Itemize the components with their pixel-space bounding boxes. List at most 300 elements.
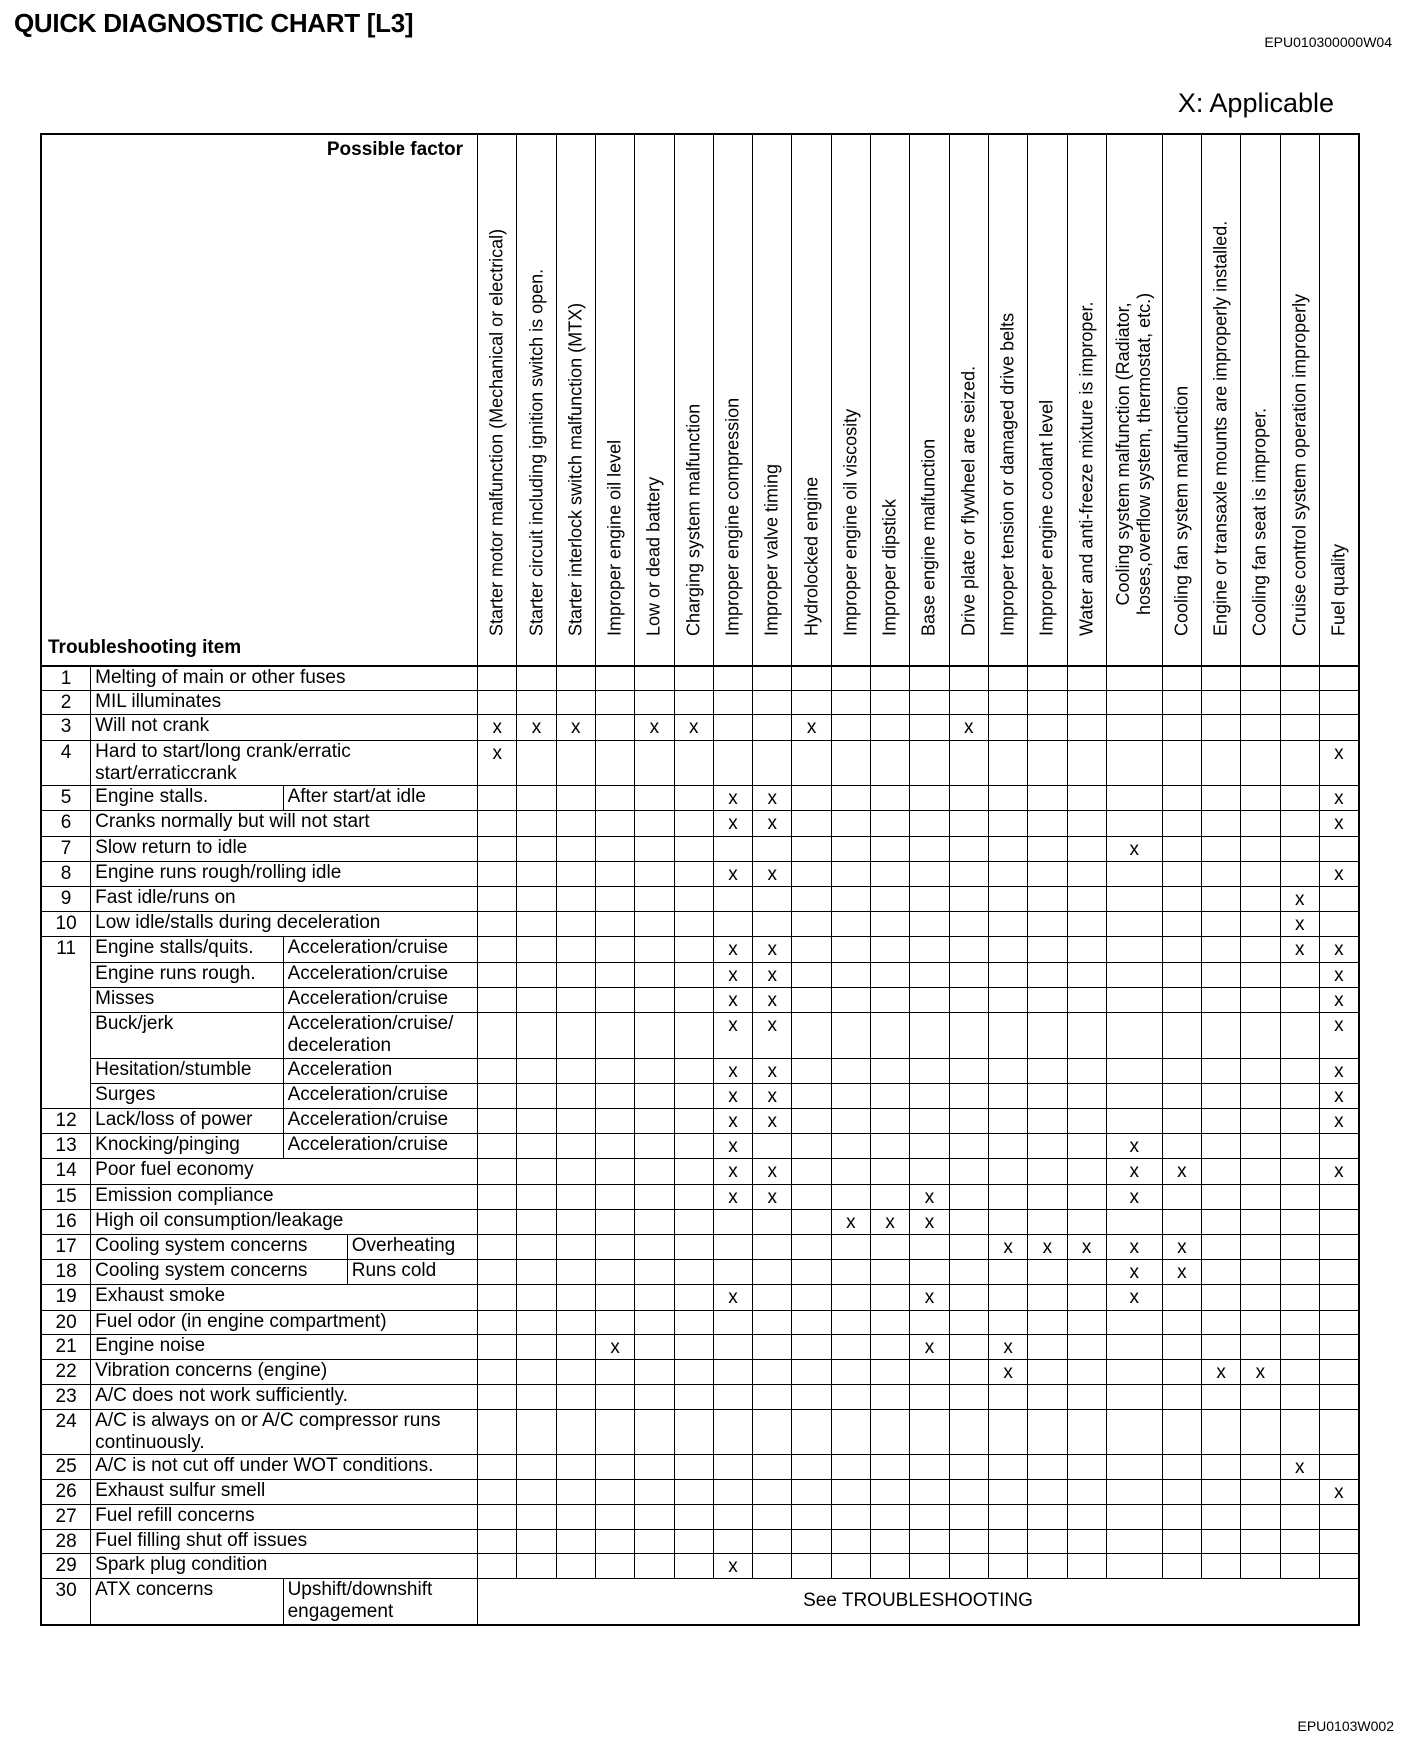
empty-cell [1162, 1553, 1201, 1578]
empty-cell [792, 937, 831, 962]
empty-cell [674, 786, 713, 811]
empty-cell [949, 987, 988, 1012]
empty-cell [556, 1529, 595, 1553]
empty-cell [1067, 1409, 1106, 1454]
empty-cell [635, 1385, 674, 1409]
row-number: 26 [41, 1480, 91, 1505]
troubleshooting-item: Spark plug condition [91, 1553, 478, 1578]
empty-cell [478, 811, 517, 836]
empty-cell [713, 1334, 752, 1359]
empty-cell [556, 1013, 595, 1058]
empty-cell [1067, 912, 1106, 937]
row-number: 24 [41, 1409, 91, 1454]
factor-label [997, 313, 1018, 636]
empty-cell [1201, 1083, 1240, 1108]
empty-cell [517, 1310, 556, 1334]
factor-label-line: hoses,overflow system, thermostat, etc.) [1134, 292, 1155, 615]
empty-cell [1241, 1209, 1280, 1234]
empty-cell [517, 1360, 556, 1385]
applicable-mark: x [713, 786, 752, 811]
empty-cell [949, 1235, 988, 1260]
empty-cell [949, 1310, 988, 1334]
empty-cell [831, 836, 870, 861]
troubleshooting-item: Buck/jerk [91, 1013, 283, 1058]
empty-cell [1067, 1260, 1106, 1285]
empty-cell [753, 1480, 792, 1505]
empty-cell [595, 1505, 634, 1529]
empty-cell [517, 1058, 556, 1083]
factor-label-line: Cruise control system operation improperly [1289, 293, 1310, 636]
table-row [41, 1505, 1359, 1529]
empty-cell [1319, 1310, 1359, 1334]
empty-cell [517, 1184, 556, 1209]
empty-cell [1106, 886, 1162, 911]
empty-cell [478, 1058, 517, 1083]
factor-column-header [871, 134, 910, 666]
empty-cell [1106, 1529, 1162, 1553]
empty-cell [478, 962, 517, 987]
empty-cell [871, 715, 910, 740]
empty-cell [1201, 740, 1240, 785]
empty-cell [871, 1310, 910, 1334]
empty-cell [1280, 1409, 1319, 1454]
empty-cell [753, 1529, 792, 1553]
empty-cell [674, 1108, 713, 1133]
empty-cell [517, 1455, 556, 1480]
factor-label-line: Hydrolocked engine [800, 476, 821, 636]
empty-cell [1028, 1505, 1067, 1529]
empty-cell [871, 666, 910, 691]
empty-cell [1162, 912, 1201, 937]
empty-cell [792, 1260, 831, 1285]
empty-cell [910, 1480, 949, 1505]
empty-cell [556, 1134, 595, 1159]
empty-cell [674, 1209, 713, 1234]
empty-cell [871, 786, 910, 811]
empty-cell [1162, 886, 1201, 911]
factor-label [801, 477, 822, 636]
empty-cell [635, 691, 674, 715]
item-condition: Acceleration/cruise [283, 937, 477, 962]
empty-cell [1067, 1159, 1106, 1184]
empty-cell [556, 1184, 595, 1209]
empty-cell [910, 937, 949, 962]
table-row [41, 1455, 1359, 1480]
empty-cell [478, 1285, 517, 1310]
empty-cell [595, 1285, 634, 1310]
empty-cell [792, 1455, 831, 1480]
empty-cell [1280, 1058, 1319, 1083]
empty-cell [1106, 962, 1162, 987]
empty-cell [753, 1209, 792, 1234]
troubleshooting-item: Fuel filling shut off issues [91, 1529, 478, 1553]
empty-cell [1106, 1455, 1162, 1480]
row-number: 22 [41, 1360, 91, 1385]
row-number: 3 [41, 715, 91, 740]
empty-cell [478, 987, 517, 1012]
empty-cell [595, 937, 634, 962]
empty-cell [1162, 1184, 1201, 1209]
empty-cell [792, 1083, 831, 1108]
empty-cell [910, 786, 949, 811]
empty-cell [595, 1409, 634, 1454]
empty-cell [1241, 1480, 1280, 1505]
empty-cell [910, 1159, 949, 1184]
empty-cell [1067, 811, 1106, 836]
empty-cell [1201, 1385, 1240, 1409]
empty-cell [792, 1058, 831, 1083]
factor-label-line: Cooling fan system malfunction [1171, 385, 1192, 636]
empty-cell [635, 1108, 674, 1133]
empty-cell [1106, 666, 1162, 691]
empty-cell [910, 1260, 949, 1285]
empty-cell [910, 1553, 949, 1578]
empty-cell [1028, 666, 1067, 691]
empty-cell [1067, 1013, 1106, 1058]
empty-cell [1028, 1385, 1067, 1409]
applicable-mark: x [713, 987, 752, 1012]
empty-cell [674, 1134, 713, 1159]
troubleshooting-item: A/C does not work sufficiently. [91, 1385, 478, 1409]
empty-cell [792, 1285, 831, 1310]
empty-cell [871, 1159, 910, 1184]
empty-cell [556, 886, 595, 911]
empty-cell [1106, 1108, 1162, 1133]
factor-column-header [1028, 134, 1067, 666]
table-row [41, 1184, 1359, 1209]
empty-cell [478, 1529, 517, 1553]
empty-cell [635, 886, 674, 911]
empty-cell [1067, 1455, 1106, 1480]
empty-cell [556, 1083, 595, 1108]
empty-cell [1201, 715, 1240, 740]
troubleshooting-item: Exhaust smoke [91, 1285, 478, 1310]
factor-column-header [595, 134, 634, 666]
applicable-mark: x [713, 937, 752, 962]
factor-label [1289, 294, 1310, 636]
empty-cell [988, 861, 1027, 886]
document-code-top: EPU010300000W04 [1264, 34, 1392, 50]
empty-cell [831, 937, 870, 962]
empty-cell [949, 1553, 988, 1578]
empty-cell [753, 886, 792, 911]
empty-cell [517, 740, 556, 785]
empty-cell [556, 740, 595, 785]
empty-cell [635, 836, 674, 861]
empty-cell [1162, 1310, 1201, 1334]
troubleshooting-item: Engine runs rough. [91, 962, 283, 987]
empty-cell [1067, 962, 1106, 987]
empty-cell [674, 1409, 713, 1454]
empty-cell [831, 715, 870, 740]
table-row [41, 1310, 1359, 1334]
row-number: 14 [41, 1159, 91, 1184]
empty-cell [1241, 987, 1280, 1012]
empty-cell [1162, 1529, 1201, 1553]
empty-cell [988, 912, 1027, 937]
empty-cell [910, 1134, 949, 1159]
empty-cell [988, 740, 1027, 785]
applicable-mark: x [831, 1209, 870, 1234]
empty-cell [1201, 1209, 1240, 1234]
troubleshooting-item: Melting of main or other fuses [91, 666, 478, 691]
empty-cell [1067, 861, 1106, 886]
empty-cell [871, 1334, 910, 1359]
empty-cell [988, 715, 1027, 740]
factor-column-header [635, 134, 674, 666]
table-row [41, 811, 1359, 836]
empty-cell [831, 1134, 870, 1159]
empty-cell [1162, 1209, 1201, 1234]
applicable-mark: x [753, 1108, 792, 1133]
empty-cell [1067, 1209, 1106, 1234]
empty-cell [1319, 1235, 1359, 1260]
empty-cell [831, 1529, 870, 1553]
empty-cell [517, 962, 556, 987]
empty-cell [556, 1334, 595, 1359]
applicable-mark: x [713, 1159, 752, 1184]
empty-cell [595, 1058, 634, 1083]
empty-cell [1201, 1529, 1240, 1553]
empty-cell [1028, 937, 1067, 962]
empty-cell [988, 1529, 1027, 1553]
empty-cell [831, 886, 870, 911]
empty-cell [674, 1058, 713, 1083]
factor-column-header [949, 134, 988, 666]
empty-cell [556, 1505, 595, 1529]
empty-cell [1162, 1058, 1201, 1083]
empty-cell [1201, 1159, 1240, 1184]
empty-cell [1106, 1409, 1162, 1454]
empty-cell [635, 1455, 674, 1480]
empty-cell [949, 1505, 988, 1529]
applicable-mark: x [1106, 1235, 1162, 1260]
empty-cell [1028, 786, 1067, 811]
row-number: 18 [41, 1260, 91, 1285]
factor-column-header [792, 134, 831, 666]
empty-cell [635, 1184, 674, 1209]
factor-label-line: Cooling system malfunction (Radiator, [1113, 301, 1133, 606]
empty-cell [674, 1505, 713, 1529]
empty-cell [1162, 1409, 1201, 1454]
empty-cell [831, 1455, 870, 1480]
empty-cell [1319, 836, 1359, 861]
applicable-mark: x [713, 1058, 752, 1083]
empty-cell [949, 1334, 988, 1359]
empty-cell [517, 1083, 556, 1108]
troubleshooting-item: Hard to start/long crank/erratic start/erraticcrank [91, 740, 478, 785]
empty-cell [1162, 1334, 1201, 1359]
empty-cell [1280, 715, 1319, 740]
empty-cell [713, 1235, 752, 1260]
empty-cell [1280, 786, 1319, 811]
empty-cell [713, 1529, 752, 1553]
empty-cell [674, 861, 713, 886]
empty-cell [478, 937, 517, 962]
empty-cell [517, 886, 556, 911]
empty-cell [753, 912, 792, 937]
empty-cell [831, 1058, 870, 1083]
empty-cell [1162, 1013, 1201, 1058]
empty-cell [831, 1184, 870, 1209]
row-number [41, 987, 91, 1012]
possible-factor-label: Possible factor [326, 139, 464, 160]
empty-cell [871, 1260, 910, 1285]
chart-header-row [41, 134, 1359, 666]
applicable-mark: x [792, 715, 831, 740]
empty-cell [674, 836, 713, 861]
applicable-mark: x [1280, 912, 1319, 937]
empty-cell [595, 1480, 634, 1505]
empty-cell [910, 836, 949, 861]
empty-cell [871, 1360, 910, 1385]
empty-cell [910, 886, 949, 911]
troubleshooting-item: Cranks normally but will not start [91, 811, 478, 836]
empty-cell [595, 691, 634, 715]
empty-cell [1280, 1480, 1319, 1505]
row-number: 6 [41, 811, 91, 836]
empty-cell [949, 1083, 988, 1108]
empty-cell [556, 1310, 595, 1334]
troubleshooting-item: Surges [91, 1083, 283, 1108]
empty-cell [1067, 740, 1106, 785]
empty-cell [831, 666, 870, 691]
applicable-mark: x [713, 1184, 752, 1209]
empty-cell [949, 1159, 988, 1184]
empty-cell [1241, 811, 1280, 836]
empty-cell [713, 912, 752, 937]
empty-cell [871, 912, 910, 937]
empty-cell [595, 1529, 634, 1553]
factor-column-header [1201, 134, 1240, 666]
empty-cell [988, 1083, 1027, 1108]
table-row [41, 1385, 1359, 1409]
empty-cell [949, 666, 988, 691]
factor-label [1210, 221, 1231, 636]
empty-cell [595, 861, 634, 886]
empty-cell [1319, 666, 1359, 691]
applicable-mark: x [1319, 1108, 1359, 1133]
empty-cell [792, 811, 831, 836]
troubleshooting-item: High oil consumption/leakage [91, 1209, 478, 1234]
empty-cell [1241, 1134, 1280, 1159]
empty-cell [674, 666, 713, 691]
applicable-mark: x [1106, 1134, 1162, 1159]
empty-cell [635, 962, 674, 987]
applicable-mark: x [1106, 1159, 1162, 1184]
empty-cell [871, 1184, 910, 1209]
empty-cell [831, 1385, 870, 1409]
empty-cell [792, 1235, 831, 1260]
applicable-mark: x [1319, 811, 1359, 836]
table-row [41, 886, 1359, 911]
factor-label [487, 229, 508, 636]
troubleshooting-item: A/C is not cut off under WOT conditions. [91, 1455, 478, 1480]
empty-cell [556, 1235, 595, 1260]
factor-column-header [517, 134, 556, 666]
empty-cell [988, 836, 1027, 861]
empty-cell [792, 836, 831, 861]
empty-cell [753, 1310, 792, 1334]
empty-cell [478, 1260, 517, 1285]
empty-cell [478, 666, 517, 691]
empty-cell [595, 740, 634, 785]
empty-cell [713, 886, 752, 911]
empty-cell [831, 786, 870, 811]
empty-cell [1067, 1285, 1106, 1310]
empty-cell [713, 1310, 752, 1334]
empty-cell [595, 1310, 634, 1334]
factor-column-header [1106, 134, 1162, 666]
factor-label [762, 464, 783, 636]
row-number [41, 962, 91, 987]
table-row [41, 1334, 1359, 1359]
empty-cell [1241, 1553, 1280, 1578]
applicable-mark: x [635, 715, 674, 740]
empty-cell [831, 1480, 870, 1505]
empty-cell [478, 1385, 517, 1409]
empty-cell [1241, 937, 1280, 962]
empty-cell [1106, 912, 1162, 937]
empty-cell [556, 666, 595, 691]
empty-cell [517, 1505, 556, 1529]
empty-cell [988, 886, 1027, 911]
empty-cell [478, 1505, 517, 1529]
empty-cell [1201, 1455, 1240, 1480]
empty-cell [988, 1285, 1027, 1310]
empty-cell [478, 786, 517, 811]
empty-cell [1028, 1480, 1067, 1505]
empty-cell [1319, 886, 1359, 911]
troubleshooting-item: Exhaust sulfur smell [91, 1480, 478, 1505]
factor-label [1037, 400, 1058, 636]
empty-cell [988, 1184, 1027, 1209]
empty-cell [1028, 1529, 1067, 1553]
empty-cell [1201, 912, 1240, 937]
row-number: 2 [41, 691, 91, 715]
applicable-mark: x [753, 1184, 792, 1209]
applicable-mark: x [1162, 1159, 1201, 1184]
applicable-mark: x [1201, 1360, 1240, 1385]
row-number: 17 [41, 1235, 91, 1260]
empty-cell [1106, 1334, 1162, 1359]
empty-cell [1241, 786, 1280, 811]
empty-cell [1028, 1134, 1067, 1159]
empty-cell [988, 1159, 1027, 1184]
empty-cell [1162, 1285, 1201, 1310]
empty-cell [635, 1285, 674, 1310]
empty-cell [595, 1209, 634, 1234]
empty-cell [1280, 1013, 1319, 1058]
empty-cell [792, 886, 831, 911]
applicable-mark: x [753, 1058, 792, 1083]
empty-cell [1028, 1209, 1067, 1234]
empty-cell [910, 861, 949, 886]
empty-cell [988, 962, 1027, 987]
factor-label-line: Starter interlock switch malfunction (MTX) [565, 302, 586, 636]
empty-cell [949, 811, 988, 836]
empty-cell [1319, 1529, 1359, 1553]
empty-cell [792, 1360, 831, 1385]
empty-cell [871, 1134, 910, 1159]
empty-cell [1319, 1184, 1359, 1209]
empty-cell [478, 1334, 517, 1359]
empty-cell [556, 1480, 595, 1505]
empty-cell [595, 1083, 634, 1108]
empty-cell [674, 937, 713, 962]
table-row [41, 691, 1359, 715]
empty-cell [517, 1385, 556, 1409]
